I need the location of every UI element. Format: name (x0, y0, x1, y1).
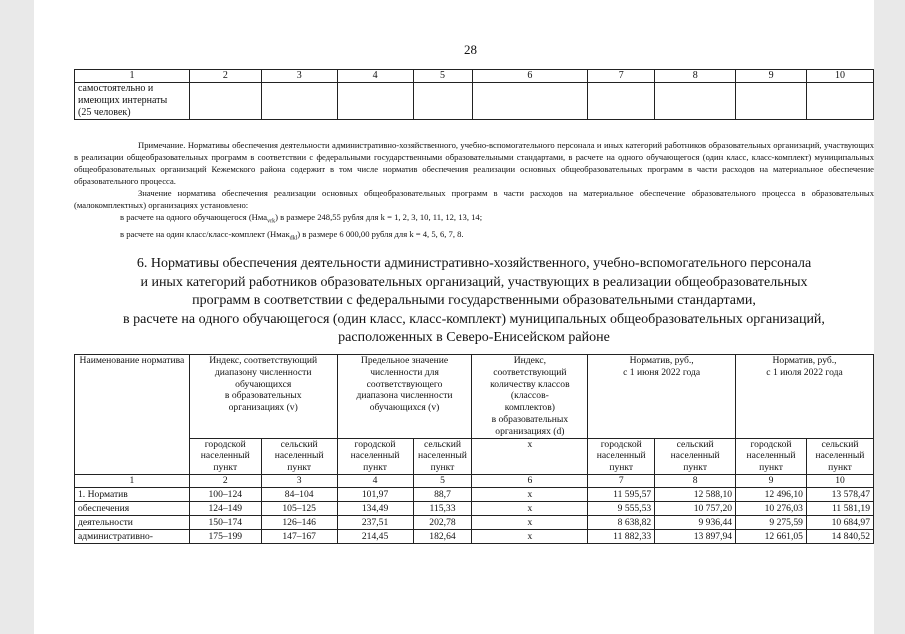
header-july: Норматив, руб., с 1 июля 2022 года (736, 355, 874, 439)
page-number: 28 (464, 42, 477, 57)
cell-lim-urban: 134,49 (337, 501, 413, 515)
normatives-table (74, 354, 874, 544)
cell-jul-rural: 13 578,47 (806, 487, 873, 501)
header-name: Наименование норматива (75, 355, 190, 475)
cell-jul-urban: 12 496,10 (736, 487, 807, 501)
note-paragraph-2: Значение норматива обеспечения реализации основных общеобразовательных программ в части расходов на материальное обеспечение образовательного процесса в образовательных (малокомплектных) организациях установлено: (74, 188, 874, 210)
cell-lim-rural: 182,64 (413, 529, 472, 543)
cell-lim-rural: 202,78 (413, 515, 472, 529)
cell-lim-urban: 214,45 (337, 529, 413, 543)
cell-lim-urban: 101,97 (337, 487, 413, 501)
table-row (75, 515, 874, 529)
cell-lim-rural: 88,7 (413, 487, 472, 501)
cell-jun-urban: 8 638,82 (588, 515, 655, 529)
cell-jun-rural: 13 897,94 (655, 529, 736, 543)
cell-lim-urban: 237,51 (337, 515, 413, 529)
data-rows (75, 487, 874, 543)
cell-idx-rural: 105–125 (261, 501, 337, 515)
row-label: самостоятельно и имеющих интернаты (25 человек) (75, 83, 190, 120)
cell-jul-urban: 10 276,03 (736, 501, 807, 515)
cell-name: 1. Норматив (75, 487, 190, 501)
cell-d: x (472, 515, 588, 529)
column-number-row: 1 2 3 4 5 6 7 8 9 10 (75, 474, 874, 487)
cell-jun-urban: 9 555,53 (588, 501, 655, 515)
cell-jun-rural: 9 936,44 (655, 515, 736, 529)
note-line-b: в расчете на один класс/класс-комплект (Нмак$_{dkl}$) в размере 6 000,00 рубля для k = 4, 5, 6, 7, 8. (120, 228, 464, 242)
header-index: Индекс, соответствующий диапазону численности обучающихся в образовательных организациях (v) (189, 355, 337, 439)
cell-name: обеспечения (75, 501, 190, 515)
header-row-1 (75, 355, 874, 439)
header-june: Норматив, руб., с 1 июня 2022 года (588, 355, 736, 439)
cell-jun-urban: 11 882,33 (588, 529, 655, 543)
cell-d: x (472, 529, 588, 543)
note-block (74, 139, 874, 244)
cell-idx-rural: 147–167 (261, 529, 337, 543)
cell-name: административно- (75, 529, 190, 543)
cell-idx-urban: 175–199 (189, 529, 261, 543)
section-heading: 6. Нормативы обеспечения деятельности административно-хозяйственного, учебно-вспомогательного персонала и иных категорий работников образовательных организаций, участвующих в реализации общеобразовательных программ в соответствии с федеральными государственными образовательными стандартами, в расчете на одного обучающегося (один класс, класс-комплект) муниципальных общеобразовательных организаций, расположенных в Северо-Енисейском районе (123, 256, 825, 345)
table-row (75, 501, 874, 515)
table-row (75, 529, 874, 543)
cell-d: x (472, 487, 588, 501)
cell-idx-rural: 84–104 (261, 487, 337, 501)
cell-idx-urban: 150–174 (189, 515, 261, 529)
continuation-table (74, 69, 874, 120)
header-classes: Индекс, соответствующий количеству классов (классов- комплектов) в образовательных организациях (d) (472, 355, 588, 439)
cell-d: x (472, 501, 588, 515)
note-line-a: в расчете на одного обучающегося (Нма$_{vrk}$) в размере 248,55 рубля для k = 1, 2, 3, 10, 11, 12, 13, 14; (120, 212, 483, 225)
cell-jul-rural: 11 581,19 (806, 501, 873, 515)
document-page (34, 0, 874, 634)
cell-jun-rural: 10 757,20 (655, 501, 736, 515)
cell-jul-urban: 12 661,05 (736, 529, 807, 543)
note-paragraph-1: Примечание. Нормативы обеспечения деятельности административно-хозяйственного, учебно-вспомогательного персонала и иных категорий работников образовательных организаций, участвующих в реализации общеобразовательных программ в соответствии с федеральными государственными образовательными стандартами, в расчете на одного обучающегося (один класс, класс-комплект) муниципальных общеобразовательных организаций Кежемского района содержит в том числе норматив обеспечения реализации основных общеобразовательных программ в части расходов на материальное обеспечение образовательного процесса. (74, 140, 874, 186)
cell-idx-urban: 124–149 (189, 501, 261, 515)
cell-idx-rural: 126–146 (261, 515, 337, 529)
cell-jul-urban: 9 275,59 (736, 515, 807, 529)
table-row (75, 83, 874, 120)
table-row (75, 487, 874, 501)
column-number-row: 1 2 3 4 5 6 7 8 9 10 (75, 70, 874, 83)
cell-lim-rural: 115,33 (413, 501, 472, 515)
cell-jun-urban: 11 595,57 (588, 487, 655, 501)
cell-name: деятельности (75, 515, 190, 529)
cell-jul-rural: 10 684,97 (806, 515, 873, 529)
header-row-2: городской населенный пункт сельский населенный пункт городской населенный пункт сельский населенный пункт x городской населенный пункт сельский населенный пункт городской населенный пункт сельский населенный пункт (75, 438, 874, 474)
cell-idx-urban: 100–124 (189, 487, 261, 501)
cell-jun-rural: 12 588,10 (655, 487, 736, 501)
cell-jul-rural: 14 840,52 (806, 529, 873, 543)
header-limit: Предельное значение численности для соответствующего диапазона численности обучающихся (v) (337, 355, 472, 439)
